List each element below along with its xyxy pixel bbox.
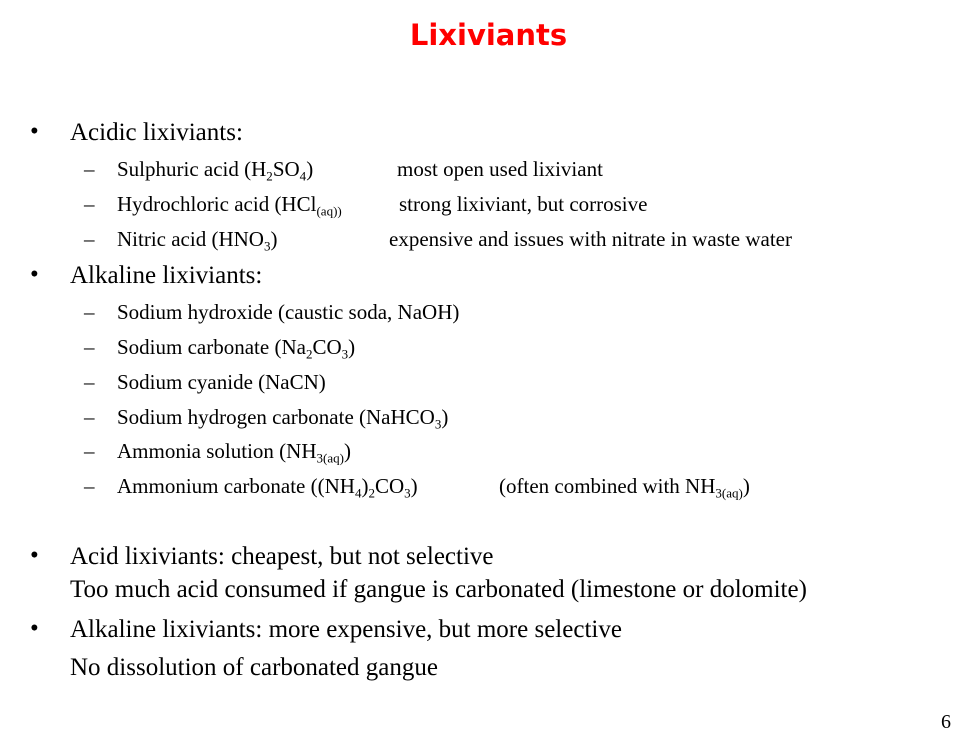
dash-icon: – [84, 227, 95, 251]
alkaline-item: Ammonium carbonate $((NH_4)_2CO_3)$ [117, 474, 418, 501]
summary-line: No dissolution of carbonated gangue [70, 654, 438, 681]
dash-icon: – [84, 439, 95, 463]
dash-icon: – [84, 192, 95, 216]
acidic-item-name: Sulphuric acid $(H_2SO_4)$ [117, 157, 314, 184]
dash-icon: – [84, 300, 95, 324]
summary-line: Too much acid consumed if gangue is carbonated (limestone or dolomite) [70, 576, 807, 603]
bullet-icon: • [30, 542, 39, 569]
acidic-item-name: Hydrochloric acid (HCl$_{(aq))}$ [117, 192, 342, 219]
bullet-icon: • [30, 615, 39, 642]
acidic-item-note: strong lixiviant, but corrosive [399, 192, 648, 216]
page-number: 6 [941, 711, 951, 733]
alkaline-item: Sodium hydrogen carbonate (NaHCO$_3$) [117, 405, 449, 432]
dash-icon: – [84, 474, 95, 498]
acidic-heading: Acidic lixiviants: [70, 119, 243, 146]
summary-line: Alkaline lixiviants: more expensive, but more selective [70, 616, 622, 643]
alkaline-item: Sodium cyanide (NaCN) [117, 370, 326, 394]
alkaline-item: Ammonia solution $(NH_{3(aq)})$ [117, 439, 351, 466]
acidic-item-name: Nitric acid $(HNO_3)$ [117, 227, 278, 254]
alkaline-heading: Alkaline lixiviants: [70, 262, 263, 289]
summary-line: Acid lixiviants: cheapest, but not selective [70, 543, 494, 570]
dash-icon: – [84, 370, 95, 394]
alkaline-item: Sodium carbonate $(Na_2CO_3)$ [117, 335, 356, 362]
alkaline-item: Sodium hydroxide (caustic soda, NaOH) [117, 300, 460, 324]
dash-icon: – [84, 335, 95, 359]
dash-icon: – [84, 405, 95, 429]
acidic-item-note: most open used lixiviant [397, 157, 603, 181]
bullet-icon: • [30, 118, 39, 145]
alkaline-item-note: (often combined with $NH_{3(aq)}$) [499, 474, 750, 501]
dash-icon: – [84, 157, 95, 181]
acidic-item-note: expensive and issues with nitrate in waste water [389, 227, 792, 251]
slide-title: Lixiviants [409, 18, 568, 52]
bullet-icon: • [30, 261, 39, 288]
